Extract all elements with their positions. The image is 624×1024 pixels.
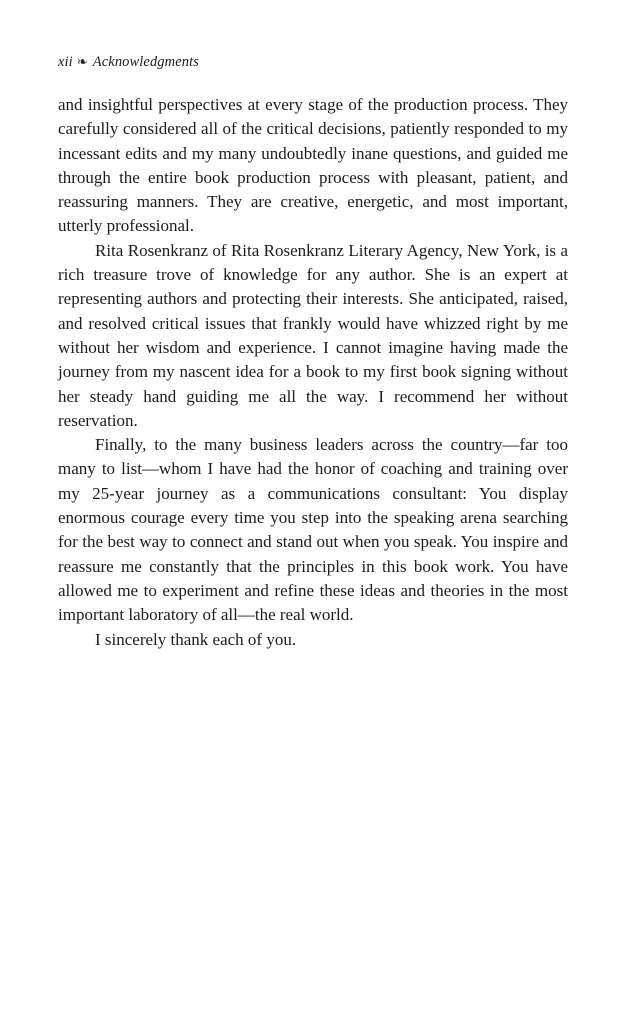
fleuron-ornament-icon: ❧ [76,54,88,69]
section-title: Acknowledgments [92,54,199,70]
body-text [58,93,568,652]
paragraph-thanks: I sincerely thank each of you. [95,629,297,649]
paragraph-rita-rosenkranz: Rita Rosenkranz of Rita Rosenkranz Literary Agency, New York, is a rich treasure trove of knowledge for any author. She is an expert at representing authors and protecting their interests. She anticipated, raised, and resolved critical issues that frankly would have whizzed right by me without her wisdom and experience. I cannot imagine having made the journey from my nascent idea for a book to my first book signing without her steady hand guiding me all the way. I recommend her without reservation. [58,240,568,430]
running-head [58,54,199,71]
page-number: xii [58,54,73,70]
paragraph-business-leaders: Finally, to the many business leaders across the country—far too many to list—whom I have had the honor of coaching and training over my 25-year journey as a communications consultant: You display enormous courage every time you step into the speaking arena searching for the best way to connect and stand out when you speak. You inspire and reassure me constantly that the principles in this book work. You have allowed me to experiment and refine these ideas and theories in the most important laboratory of all—the real world. [58,435,568,625]
paragraph-continued: and insightful perspectives at every stage of the production process. They carefully considered all of the critical decisions, patiently responded to my incessant edits and my many undoubtedly inane questions, and guided me through the entire book production process with pleasant, patient, and reassuring manners. They are creative, energetic, and most important, utterly professional. [58,95,568,236]
